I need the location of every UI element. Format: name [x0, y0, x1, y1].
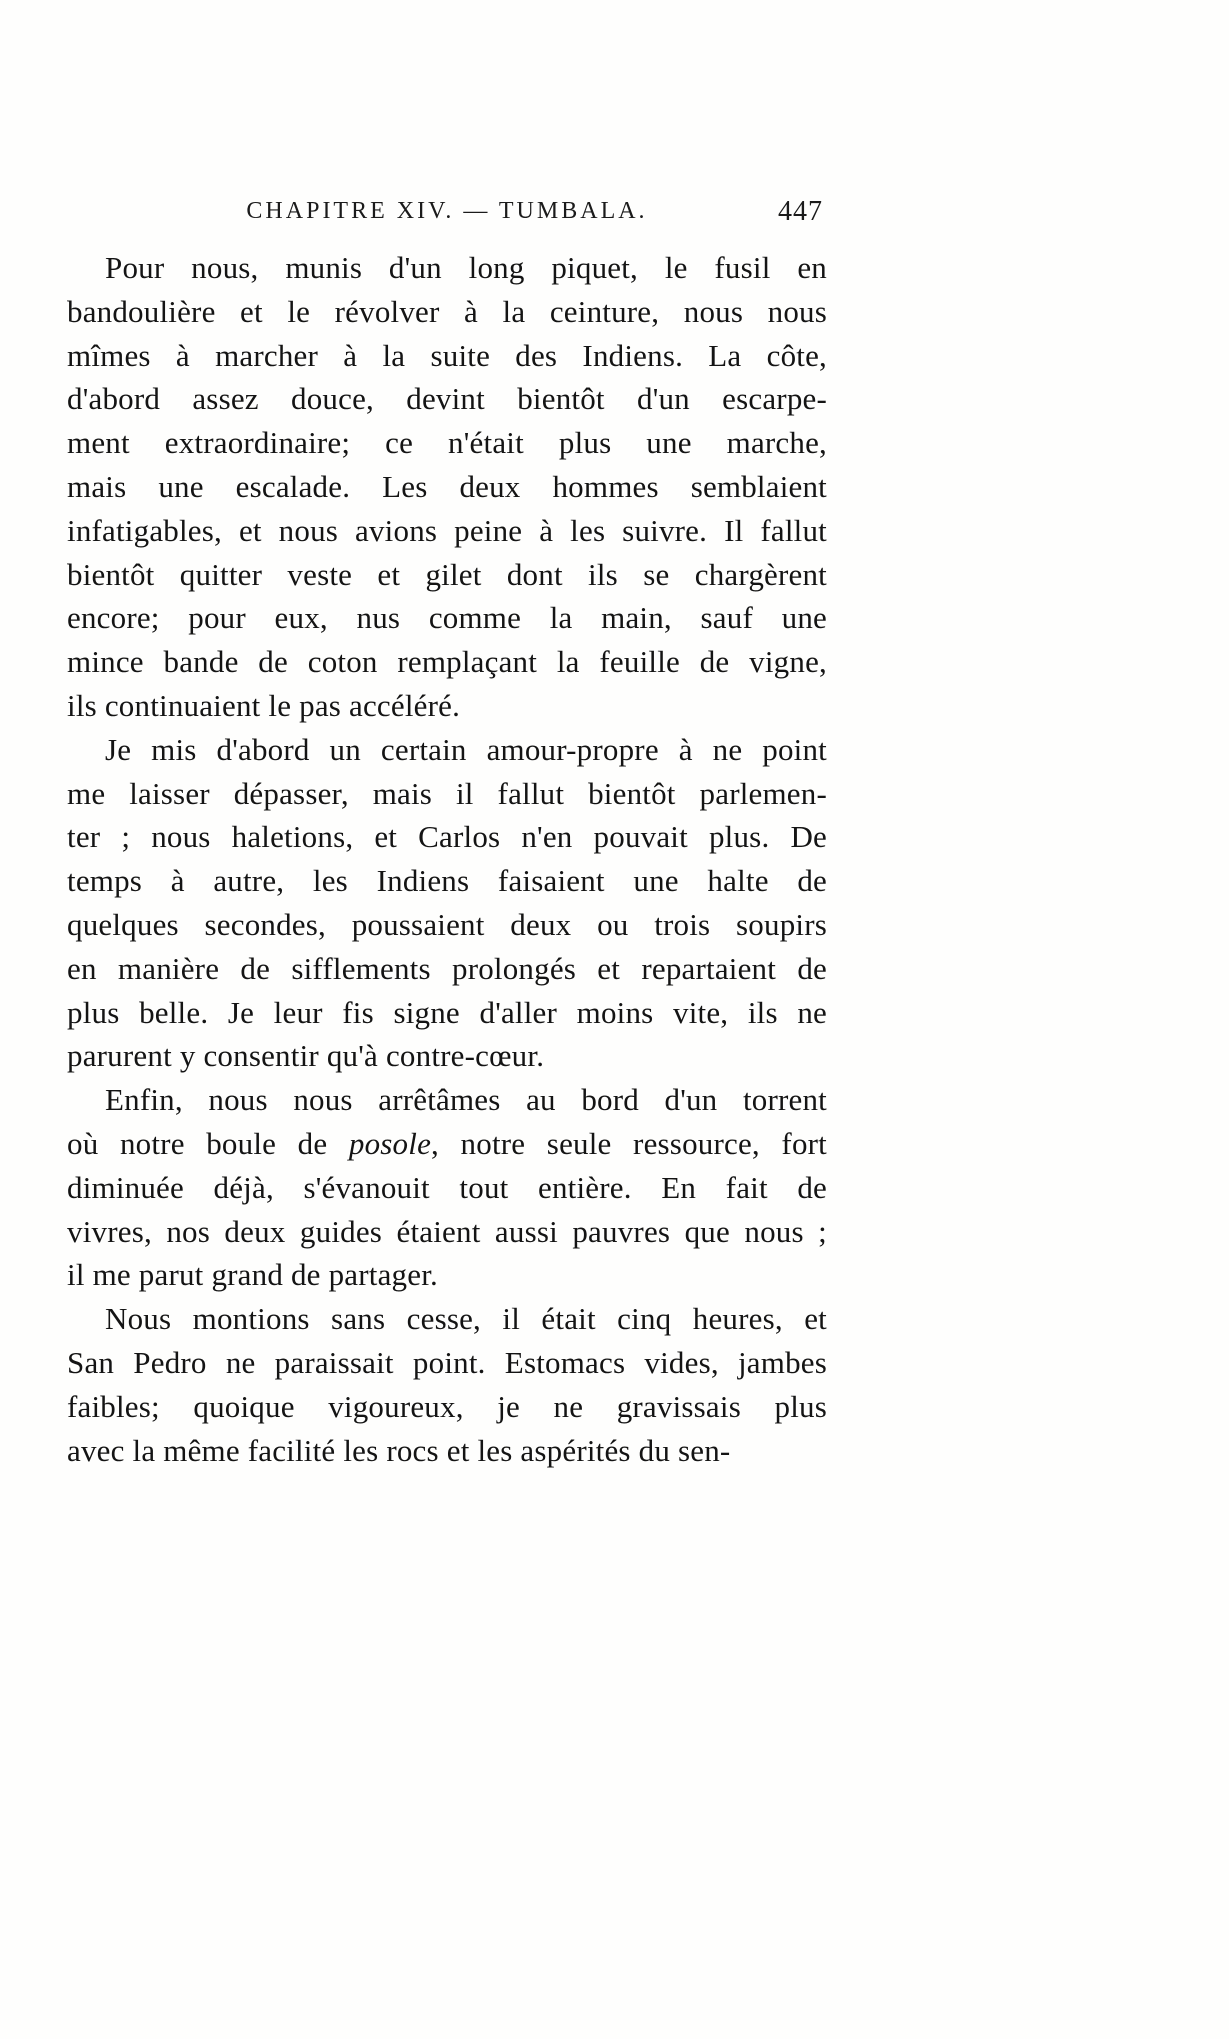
- text-line: [67, 1297, 827, 1341]
- text-line: [67, 1385, 827, 1429]
- text-line: [67, 509, 827, 553]
- text-line: [67, 1341, 827, 1385]
- text-segment: mais une escalade. Les deux hommes semblaient: [67, 468, 827, 504]
- text-segment: ils continuaient le pas accéléré.: [67, 687, 461, 723]
- text-line: [67, 246, 827, 290]
- page-number: 447: [778, 196, 823, 227]
- text-line: [67, 684, 827, 728]
- text-segment: faibles; quoique vigoureux, je ne gravissais plus: [67, 1388, 827, 1424]
- text-line: [67, 859, 827, 903]
- text-segment: ter ; nous haletions, et Carlos n'en pouvait plus. De: [67, 819, 827, 855]
- text-line: [67, 815, 827, 859]
- text-line: [67, 772, 827, 816]
- text-segment: bientôt quitter veste et gilet dont ils se chargèrent: [67, 556, 827, 592]
- text-segment: parurent y consentir qu'à contre-cœur.: [67, 1038, 545, 1074]
- text-line: [67, 465, 827, 509]
- text-block: [67, 198, 827, 1472]
- text-line: [67, 728, 827, 772]
- text-segment: où notre boule de: [67, 1125, 349, 1161]
- text-line: [67, 290, 827, 334]
- text-line: [67, 1166, 827, 1210]
- text-line: [67, 377, 827, 421]
- text-segment: Pour nous, munis d'un long piquet, le fusil en: [105, 250, 827, 285]
- text-line: [67, 1122, 827, 1166]
- text-line: [67, 596, 827, 640]
- text-segment: temps à autre, les Indiens faisaient une halte de: [67, 863, 827, 899]
- running-header: [67, 198, 827, 230]
- text-line: [67, 903, 827, 947]
- text-segment: mîmes à marcher à la suite des Indiens. La côte,: [67, 337, 827, 373]
- text-line: [67, 421, 827, 465]
- text-segment: il me parut grand de partager.: [67, 1257, 438, 1293]
- text-line: [67, 991, 827, 1035]
- italic-word: posole: [348, 1125, 432, 1161]
- text-line: [67, 1078, 827, 1122]
- text-segment: en manière de sifflements prolongés et repartaient de: [67, 950, 827, 986]
- text-segment: Enfin, nous nous arrêtâmes au bord d'un torrent: [105, 1082, 827, 1118]
- paragraph: [67, 1297, 827, 1472]
- page-text: [67, 246, 827, 1472]
- text-line: [67, 640, 827, 684]
- text-segment: diminuée déjà, s'évanouit tout entière. En fait de: [67, 1169, 827, 1205]
- text-segment: plus belle. Je leur fis signe d'aller moins vite, ils ne: [67, 994, 827, 1030]
- paragraph: [67, 246, 827, 728]
- text-segment: Je mis d'abord un certain amour-propre à ne point: [105, 731, 827, 767]
- text-segment: encore; pour eux, nus comme la main, sauf une: [67, 600, 827, 636]
- text-segment: bandoulière et le révolver à la ceinture, nous nous: [67, 293, 827, 329]
- text-line: [67, 1429, 827, 1473]
- chapter-title: CHAPITRE XIV. — TUMBALA.: [246, 198, 648, 224]
- text-segment: vivres, nos deux guides étaient aussi pauvres que nous ;: [67, 1213, 827, 1249]
- text-segment: mince bande de coton remplaçant la feuille de vigne,: [67, 644, 827, 680]
- text-segment: Nous montions sans cesse, il était cinq heures, et: [105, 1301, 827, 1337]
- text-line: [67, 553, 827, 597]
- text-segment: San Pedro ne paraissait point. Estomacs vides, jambes: [67, 1344, 827, 1380]
- text-segment: d'abord assez douce, devint bientôt d'un escarpe-: [67, 381, 827, 417]
- text-line: [67, 1253, 827, 1297]
- text-segment: me laisser dépasser, mais il fallut bientôt parlemen-: [67, 775, 827, 811]
- text-segment: quelques secondes, poussaient deux ou trois soupirs: [67, 906, 827, 942]
- text-segment: infatigables, et nous avions peine à les suivre. Il fallut: [67, 512, 827, 548]
- text-segment: avec la même facilité les rocs et les aspérités du sen-: [67, 1432, 731, 1468]
- text-line: [67, 1210, 827, 1254]
- paragraph: [67, 1078, 827, 1297]
- paragraph: [67, 728, 827, 1078]
- text-line: [67, 334, 827, 378]
- text-segment: , notre seule ressource, fort: [431, 1125, 827, 1161]
- text-line: [67, 947, 827, 991]
- text-segment: ment extraordinaire; ce n'était plus une marche,: [67, 425, 827, 461]
- text-line: [67, 1034, 827, 1078]
